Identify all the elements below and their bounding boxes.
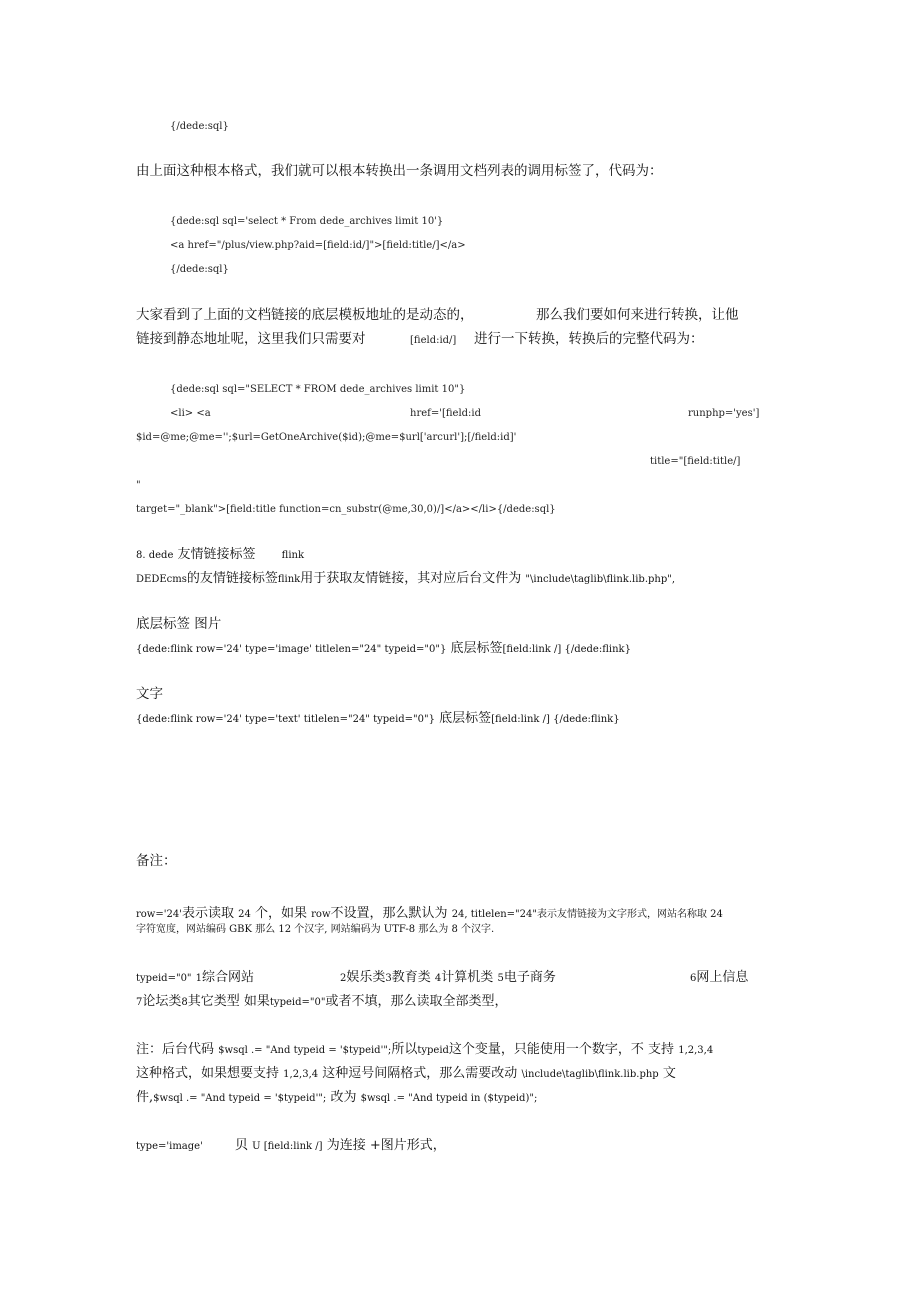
text-run: type='image'	[136, 1141, 203, 1152]
text-run: 8	[181, 997, 188, 1008]
code-line: {/dede:sql}	[170, 121, 229, 132]
text-run: typeid	[417, 1045, 449, 1056]
code-line: <li> <a	[170, 408, 211, 419]
code-line: {dede:sql sql="SELECT * FROM dede_archives limit 10"}	[170, 384, 466, 395]
text-run: 3	[385, 973, 392, 984]
section-title: 友情链接标签	[177, 547, 256, 562]
text-run: 论坛类	[142, 994, 182, 1009]
code-line: href='[field:id	[410, 408, 482, 419]
text-run: [field:link /] {/dede:flink}	[491, 714, 620, 725]
paragraph: 由上面这种根本格式，我们就可以根本转换出一条调用文档列表的调用标签了，代码为：	[136, 163, 663, 179]
text-run: 4	[434, 973, 442, 984]
text-run: 电子商务	[503, 970, 556, 985]
text-run: 件,	[136, 1090, 154, 1105]
text-run: 24	[238, 909, 251, 920]
paragraph: 链接到静态地址呢，这里我们只需要对	[136, 331, 366, 347]
text-run: 表示读取	[181, 906, 234, 921]
text-run: 不设置，那么默认为	[330, 906, 448, 921]
code-line: <a href="/plus/view.php?aid=[field:id/]">[field:title/]</a>	[170, 240, 466, 251]
code-example	[136, 642, 631, 655]
text-run: 24, titlelen="24"表示友情链接为文字形式，网站名称取 24	[451, 909, 723, 920]
text-run: 底层标签	[450, 641, 503, 656]
text-run: row='24'	[136, 909, 182, 920]
code-line: $id=@me;@me='';$url=GetOneArchive($id);@me=$url['arcurl'];[/field:id]'	[136, 432, 517, 443]
text-run: DEDEcms	[136, 574, 187, 585]
text-run: 2	[340, 973, 347, 984]
text-run: 或者不填，那么读取全部类型，	[325, 994, 508, 1009]
section-description	[136, 572, 675, 585]
text-run: 7	[136, 997, 143, 1008]
section-tag: flink	[281, 550, 305, 561]
typeid-line	[340, 971, 556, 984]
text-run: "\include\taglib\flink.lib.php",	[525, 574, 676, 585]
code-line: {/dede:sql}	[170, 264, 229, 275]
text-run: row	[311, 909, 331, 920]
text-run: 改为	[330, 1090, 357, 1105]
text-run: 1,2,3,4	[678, 1045, 714, 1056]
text-run: 1	[195, 973, 203, 984]
text-run: U [field:link /]	[252, 1141, 323, 1152]
typeid-line	[690, 971, 748, 984]
text-run: $wsql .= "And typeid in ($typeid)";	[360, 1093, 538, 1104]
text-run: 其它类型 如果	[187, 994, 270, 1009]
code-line: {dede:sql sql='select * From dede_archives limit 10'}	[170, 216, 444, 227]
note-heading: 备注：	[136, 853, 177, 869]
zhu-line	[136, 1067, 676, 1080]
typeid-line	[136, 995, 507, 1008]
subsection-heading: 底层标签 图片	[136, 616, 222, 632]
text-run: 教育类	[391, 970, 431, 985]
text-run: 这种格式，如果想要支持	[136, 1066, 280, 1081]
section-number: 8. dede	[136, 550, 174, 561]
code-example	[136, 712, 620, 725]
section-heading	[136, 548, 304, 561]
text-run: 贝	[234, 1138, 248, 1153]
code-line: "	[136, 480, 141, 491]
text-run: 注：后台代码	[136, 1042, 215, 1057]
text-run: 所以	[391, 1042, 418, 1057]
text-run: {dede:flink row='24' type='image' titlelen="24" typeid="0"}	[136, 644, 447, 655]
code-line: runphp='yes']	[688, 408, 760, 419]
text-run: 这个变量，只能使用一个数字，不 支持	[448, 1042, 675, 1057]
paragraph: 那么我们要如何来进行转换，让他	[536, 307, 739, 323]
text-run: 用于获取友情链接，其对应后台文件为	[300, 571, 522, 586]
text-run: [field:link /] {/dede:flink}	[502, 644, 631, 655]
text-run: 1,2,3,4	[283, 1069, 319, 1080]
text-run: 5	[497, 973, 504, 984]
final-line	[136, 1139, 446, 1152]
text-run: {dede:flink row='24' type='text' titlelen="24" typeid="0"}	[136, 714, 435, 725]
text-run: typeid="0"	[269, 997, 326, 1008]
text-run: $wsql .= "And typeid = '$typeid'";	[153, 1093, 327, 1104]
text-run: 文	[662, 1066, 676, 1081]
text-run: 娱乐类	[346, 970, 386, 985]
note-line	[136, 907, 723, 920]
text-run: 计算机类	[441, 970, 494, 985]
typeid-line	[136, 971, 254, 984]
inline-code: [field:id/]	[410, 335, 457, 346]
text-run: 6	[690, 973, 697, 984]
subsection-heading: 文字	[136, 686, 163, 702]
text-run: flink	[277, 574, 301, 585]
text-run: typeid="0"	[136, 973, 192, 984]
zhu-line	[136, 1043, 713, 1056]
text-run: 为连接 +图片形式，	[326, 1138, 446, 1153]
text-run: 个，如果	[255, 906, 308, 921]
text-run: 的友情链接标签	[186, 571, 278, 586]
code-line: title="[field:title/]	[650, 456, 741, 467]
note-line: 字符宽度，网站编码 GBK 那么 12 个汉字, 网站编码为 UTF-8 那么为 8 个汉字.	[136, 924, 495, 935]
text-run: 底层标签	[439, 711, 492, 726]
paragraph: 进行一下转换，转换后的完整代码为：	[474, 331, 704, 347]
text-run: \include\taglib\flink.lib.php	[521, 1069, 659, 1080]
paragraph: 大家看到了上面的文档链接的底层模板地址的是动态的，	[136, 307, 474, 323]
zhu-line	[136, 1091, 537, 1104]
text-run: 网上信息	[696, 970, 749, 985]
text-run: $wsql .= "And typeid = '$typeid'";	[218, 1045, 392, 1056]
code-line: target="_blank">[field:title function=cn_substr(@me,30,0)/]</a></li>{/dede:sql}	[136, 504, 556, 515]
text-run: 综合网站	[202, 970, 255, 985]
text-run: 这种逗号间隔格式，那么需要改动	[322, 1066, 518, 1081]
